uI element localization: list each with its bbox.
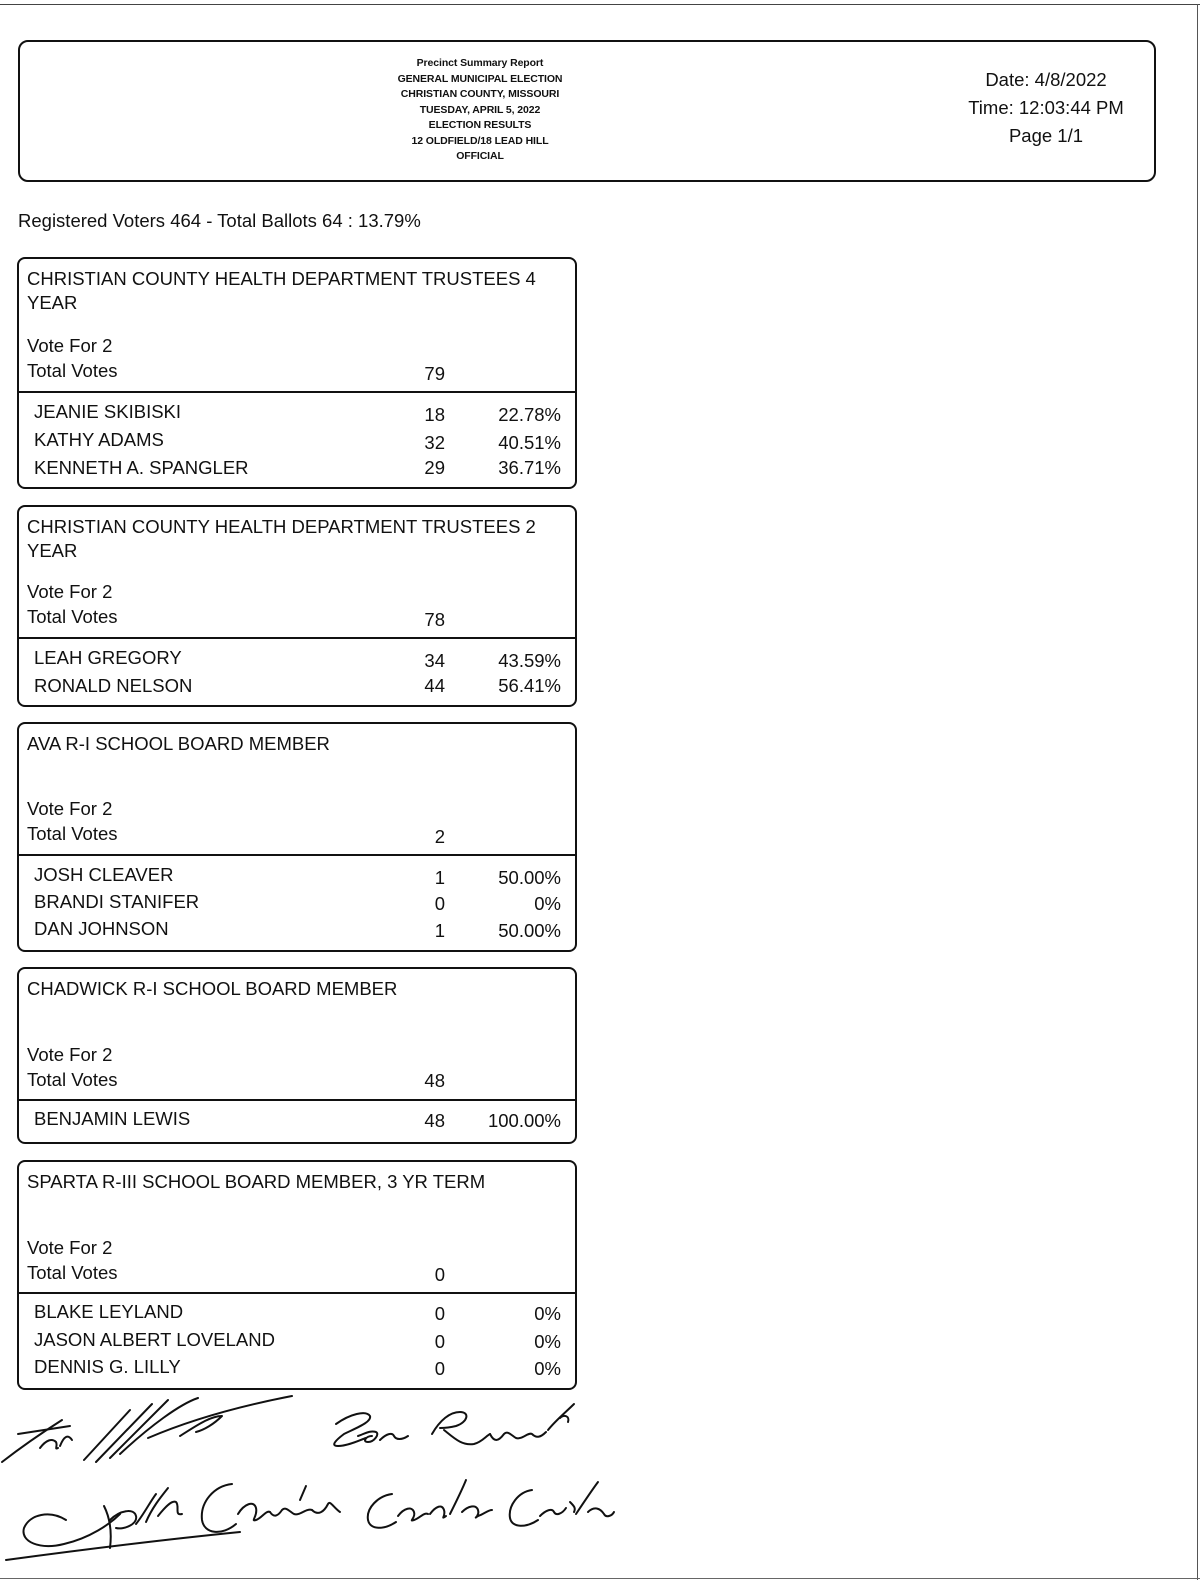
candidate-row: [19, 401, 575, 429]
candidate-name: KENNETH A. SPANGLER: [34, 457, 249, 478]
contest-title: CHRISTIAN COUNTY HEALTH DEPARTMENT TRUSTEES 2 YEAR: [27, 516, 536, 561]
candidate-name: BLAKE LEYLAND: [34, 1301, 184, 1322]
candidate-name: JOSH CLEAVER: [34, 864, 174, 885]
vote-for-label: Vote For 2: [27, 1044, 113, 1065]
report-meta: [946, 66, 1146, 150]
election-name: GENERAL MUNICIPAL ELECTION: [397, 72, 563, 85]
contest-box: [17, 722, 577, 952]
election-date: TUESDAY, APRIL 5, 2022: [419, 103, 541, 116]
contest-box: [17, 505, 577, 707]
vote-for-label: Vote For 2: [27, 581, 113, 602]
candidate-votes: 0: [434, 1331, 445, 1352]
candidate-row: [19, 864, 575, 892]
total-votes-value: 48: [424, 1070, 445, 1091]
candidate-row: [19, 675, 575, 703]
results-label: ELECTION RESULTS: [428, 119, 532, 131]
candidate-row: [19, 1301, 575, 1329]
page-number: Page 1/1: [1008, 125, 1084, 146]
candidate-votes: 18: [424, 404, 445, 425]
candidate-votes: 48: [424, 1110, 445, 1131]
report-header-title-block: [360, 56, 600, 165]
candidate-percent: 56.41%: [498, 675, 561, 696]
candidate-votes: 34: [424, 650, 445, 671]
scan-edge-top: [0, 4, 1200, 5]
report-time: Time: 12:03:44 PM: [968, 97, 1124, 118]
contest-divider: [19, 391, 575, 393]
candidate-name: KATHY ADAMS: [34, 429, 164, 450]
scan-edge-right: [1197, 4, 1198, 1580]
candidate-percent: 0%: [534, 1331, 561, 1352]
vote-for-label: Vote For 2: [27, 1237, 113, 1258]
candidate-row: [19, 918, 575, 946]
total-votes-label: Total Votes: [27, 1262, 118, 1283]
candidate-percent: 0%: [534, 1303, 561, 1324]
contest-divider: [19, 854, 575, 856]
candidate-percent: 22.78%: [498, 404, 561, 425]
candidate-percent: 100.00%: [487, 1110, 561, 1131]
report-status: OFFICIAL: [456, 150, 504, 162]
candidate-percent: 43.59%: [498, 650, 561, 671]
report-title: Precinct Summary Report: [416, 57, 544, 69]
report-date: Date: 4/8/2022: [985, 69, 1107, 90]
report-header: [18, 40, 1156, 182]
candidate-name: LEAH GREGORY: [34, 647, 182, 668]
candidate-name: BRANDI STANIFER: [34, 891, 200, 912]
candidate-percent: 50.00%: [498, 920, 561, 941]
registered-voters-summary: Registered Voters 464 - Total Ballots 64 : 13.79%: [18, 210, 421, 231]
total-votes-label: Total Votes: [27, 1069, 118, 1090]
candidate-votes: 1: [434, 867, 445, 888]
candidate-votes: 0: [434, 1303, 445, 1324]
precinct-name: 12 OLDFIELD/18 LEAD HILL: [411, 134, 549, 147]
total-votes-label: Total Votes: [27, 606, 118, 627]
candidate-percent: 40.51%: [498, 432, 561, 453]
signatures-image: [0, 1390, 620, 1576]
scan-edge-bottom: [0, 1578, 1200, 1579]
vote-for-label: Vote For 2: [27, 335, 113, 356]
contest-divider: [19, 1292, 575, 1294]
candidate-percent: 36.71%: [498, 457, 561, 478]
candidate-name: DENNIS G. LILLY: [34, 1356, 181, 1377]
candidate-row: [19, 1356, 575, 1384]
candidate-votes: 32: [424, 432, 445, 453]
candidate-votes: 44: [424, 675, 445, 696]
vote-for-label: Vote For 2: [27, 798, 113, 819]
total-votes-label: Total Votes: [27, 823, 118, 844]
candidate-votes: 0: [434, 893, 445, 914]
contest-box: [17, 1160, 577, 1390]
candidate-percent: 0%: [534, 893, 561, 914]
candidate-name: BENJAMIN LEWIS: [34, 1108, 191, 1129]
candidate-name: DAN JOHNSON: [34, 918, 169, 939]
total-votes-label: Total Votes: [27, 360, 118, 381]
contest-divider: [19, 1099, 575, 1101]
candidate-row: [19, 647, 575, 675]
total-votes-value: 78: [424, 609, 445, 630]
candidate-name: RONALD NELSON: [34, 675, 193, 696]
candidate-row: [19, 891, 575, 919]
total-votes-value: 2: [434, 826, 445, 847]
contest-title: CHRISTIAN COUNTY HEALTH DEPARTMENT TRUSTEES 4 YEAR: [27, 268, 536, 313]
total-votes-value: 0: [434, 1264, 445, 1285]
candidate-row: [19, 429, 575, 457]
candidate-votes: 29: [424, 457, 445, 478]
contest-box: [17, 257, 577, 489]
county-name: CHRISTIAN COUNTY, MISSOURI: [400, 88, 560, 100]
candidate-row: [19, 457, 575, 485]
contest-box: [17, 967, 577, 1144]
candidate-votes: 1: [434, 920, 445, 941]
candidate-name: JASON ALBERT LOVELAND: [34, 1329, 275, 1350]
contest-divider: [19, 637, 575, 639]
total-votes-value: 79: [424, 363, 445, 384]
candidate-percent: 50.00%: [498, 867, 561, 888]
contest-title: CHADWICK R-I SCHOOL BOARD MEMBER: [27, 978, 398, 999]
candidate-row: [19, 1108, 575, 1136]
candidate-name: JEANIE SKIBISKI: [34, 401, 182, 422]
candidate-percent: 0%: [534, 1358, 561, 1379]
candidate-votes: 0: [434, 1358, 445, 1379]
contest-title: SPARTA R-III SCHOOL BOARD MEMBER, 3 YR TERM: [27, 1171, 486, 1192]
contest-title: AVA R-I SCHOOL BOARD MEMBER: [27, 733, 330, 754]
candidate-row: [19, 1329, 575, 1357]
